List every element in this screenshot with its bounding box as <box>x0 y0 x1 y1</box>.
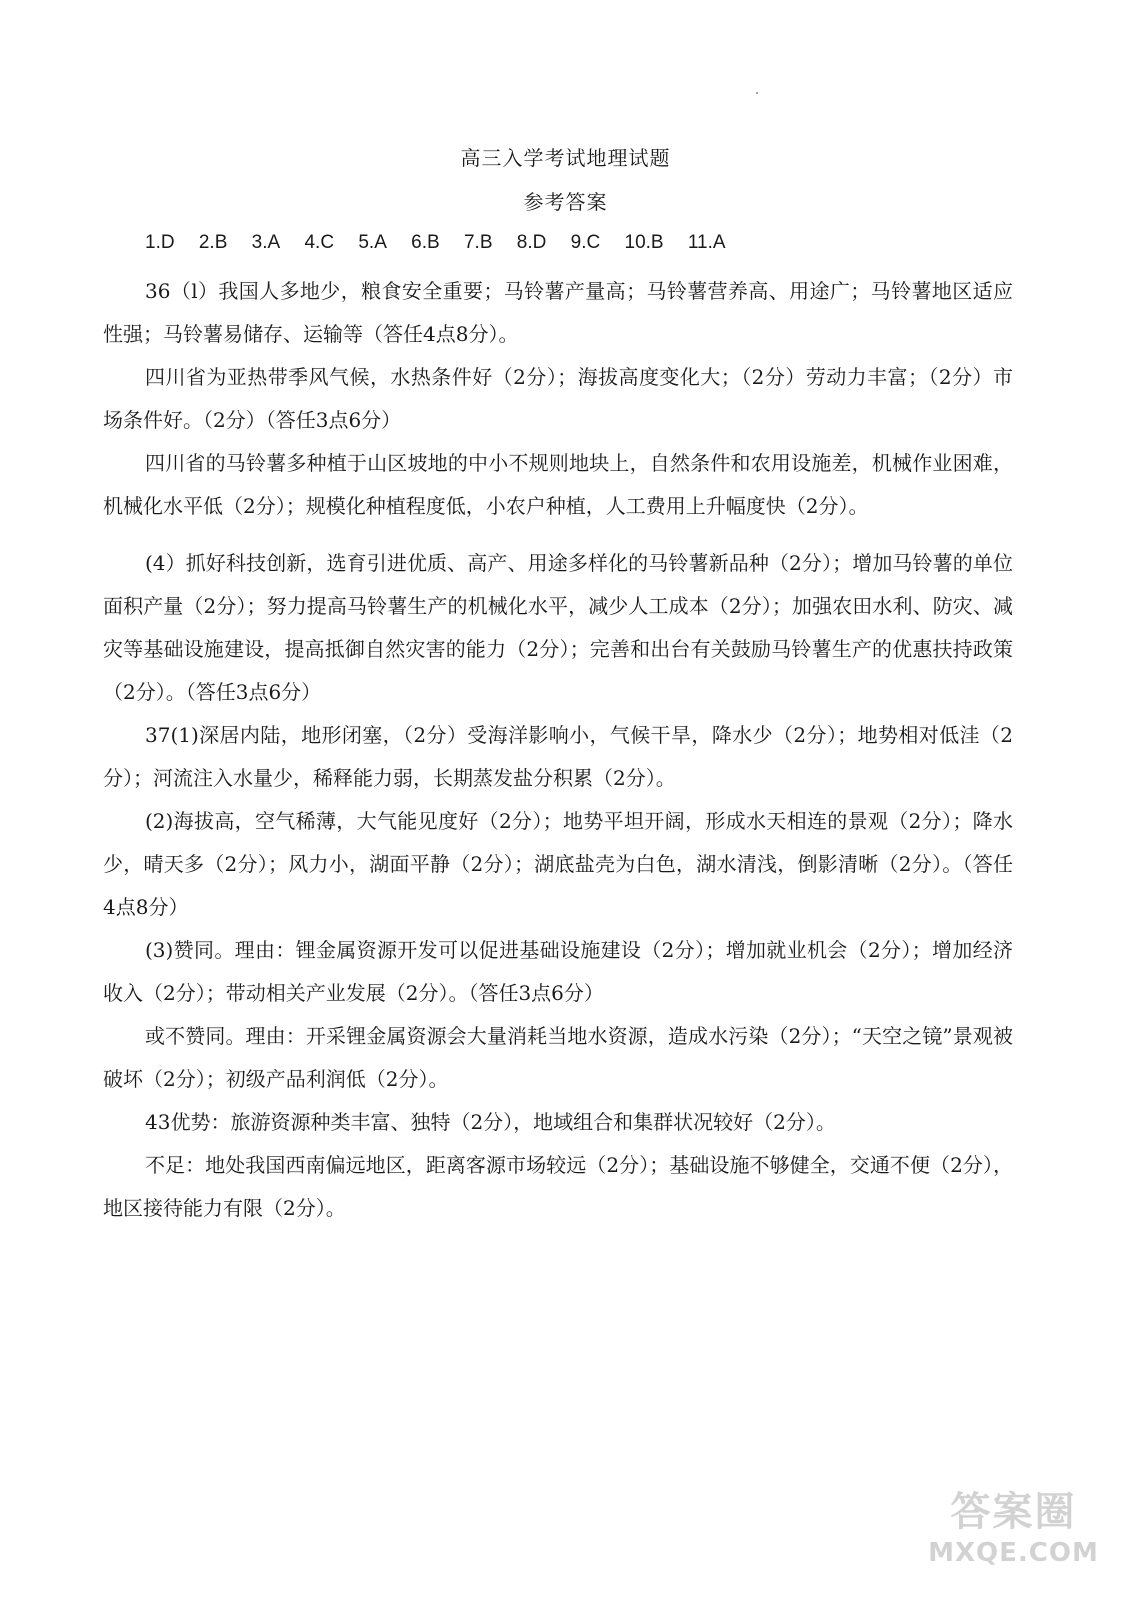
page-title: 高三入学考试地理试题 <box>460 146 671 170</box>
scan-speck <box>756 92 758 94</box>
mc-answer-item: 6.B <box>411 232 440 253</box>
mc-answer-item: 7.B <box>463 232 493 253</box>
answer-paragraph-37-3: (3)赞同。理由：锂金属资源开发可以促进基础设施建设（2分）；增加就业机会（2分）；增加经济收入（2分）；带动相关产业发展（2分）。（答任3点6分） <box>103 938 1013 1005</box>
mc-answer-item: 9.C <box>570 232 601 253</box>
mc-answer-item: 4.C <box>304 232 335 253</box>
multiple-choice-answers <box>145 232 745 254</box>
mc-answer-item: 5.A <box>358 232 387 253</box>
mc-answer-item: 10.B <box>624 232 664 253</box>
answer-body <box>103 270 1013 1230</box>
answer-paragraph-37-2: (2)海拔高，空气稀薄，大气能见度好（2分）；地势平坦开阔，形成水天相连的景观（2分）；降水少，晴天多（2分）；风力小，湖面平静（2分）；湖底盐壳为白色，湖水清浅，倒影清晰（2分）。（答任4点8分） <box>103 809 1013 919</box>
mc-answer-item: 8.D <box>516 232 547 253</box>
answer-paragraph-43-shortcomings: 不足：地处我国西南偏远地区，距离客源市场较远（2分）；基础设施不够健全，交通不便（2分），地区接待能力有限（2分）。 <box>103 1153 1013 1220</box>
answer-paragraph-37-1: 37(1)深居内陆，地形闭塞，（2分）受海洋影响小，气候干旱，降水少（2分）；地势相对低洼（2分）；河流注入水量少，稀释能力弱，长期蒸发盐分积累（2分）。 <box>103 723 1013 790</box>
page-subtitle: 参考答案 <box>523 190 608 214</box>
watermark-url: MXQE.COM <box>928 1538 1099 1568</box>
site-watermark <box>926 1486 1101 1586</box>
answer-paragraph-37-3-alt: 或不赞同。理由：开采锂金属资源会大量消耗当地水资源，造成水污染（2分）；“天空之镜”景观被破坏（2分）；初级产品利润低（2分）。 <box>103 1024 1013 1091</box>
answer-paragraph-36-3: 四川省的马铃薯多种植于山区坡地的中小不规则地块上，自然条件和农用设施差，机械作业困难，机械化水平低（2分）；规模化种植程度低，小农户种植，人工费用上升幅度快（2分）。 <box>103 451 1013 518</box>
mc-answer-item: 3.A <box>251 232 281 253</box>
answer-paragraph-36-1: 36（l）我国人多地少，粮食安全重要；马铃薯产量高；马铃薯营养高、用途广；马铃薯地区适应性强；马铃薯易储存、运输等（答任4点8分）。 <box>103 279 1013 346</box>
mc-answer-item: 1.D <box>145 232 175 253</box>
mc-answer-item: 2.B <box>198 232 228 253</box>
answer-paragraph-43-advantages: 43优势：旅游资源种类丰富、独特（2分），地域组合和集群状况较好（2分）。 <box>145 1110 836 1134</box>
answer-paragraph-36-4: (4）抓好科技创新，选育引进优质、高产、用途多样化的马铃薯新品种（2分）；增加马铃薯的单位面积产量（2分）；努力提高马铃薯生产的机械化水平，减少人工成本（2分）；加强农田水利、防灾、减灾等基础设施建设，提高抵御自然灾害的能力（2分）；完善和出台有关鼓励马铃薯生产的优惠扶持政策（2分）。（答任3点6分） <box>103 551 1013 704</box>
watermark-logo: 答案圈 <box>950 1489 1077 1535</box>
mc-answer-item: 11.A <box>687 232 726 253</box>
answer-paragraph-36-2: 四川省为亚热带季风气候，水热条件好（2分）；海拔高度变化大；（2分）劳动力丰富；（2分）市场条件好。（2分）（答任3点6分） <box>103 365 1013 432</box>
